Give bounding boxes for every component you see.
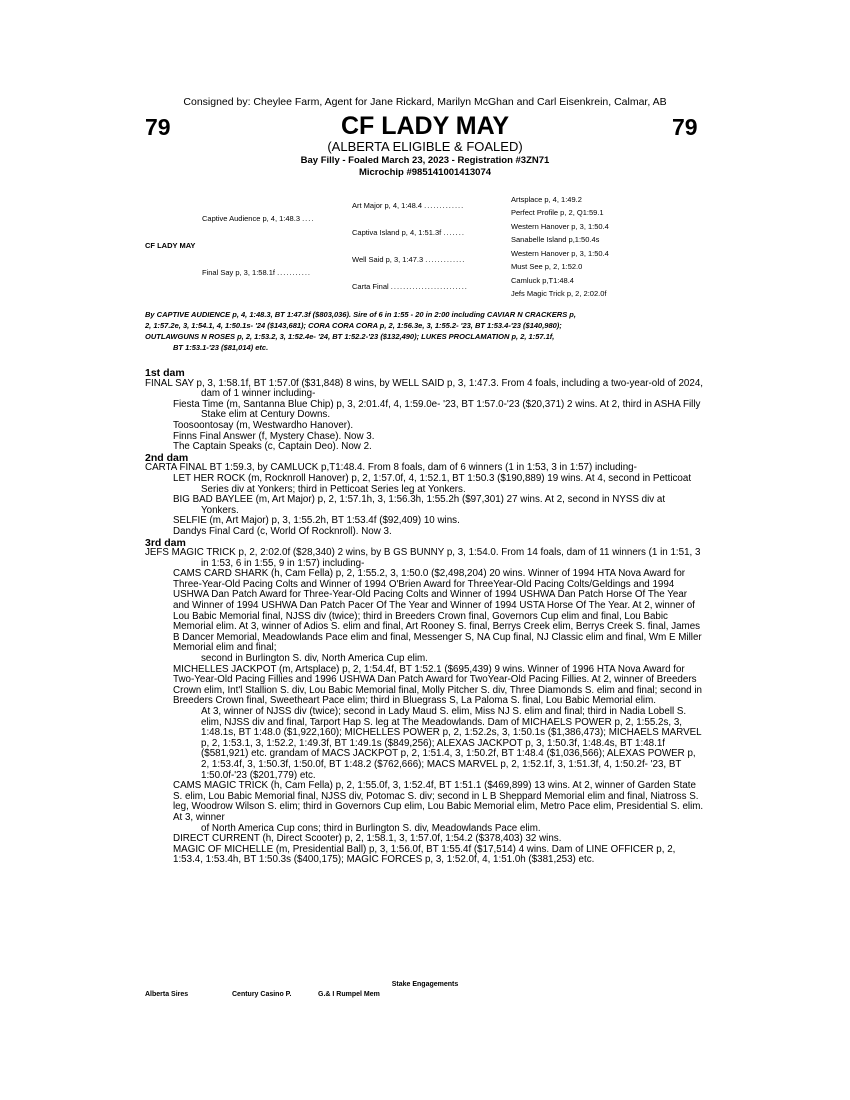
produce-entry: Dandys Final Card (c, World Of Rocknroll). Now 3. xyxy=(173,525,392,537)
produce-entry-cont: of North America Cup cons; third in Burlington S. div, Meadowlands Pace elim. xyxy=(201,822,541,834)
pedigree-dam: Final Say p, 3, 1:58.1f ........... xyxy=(202,268,311,277)
produce-entry: Toosoontosay (m, Westwardho Hanover). xyxy=(173,419,354,431)
pedigree-gen3-6: Must See p, 2, 1:52.0 xyxy=(511,262,583,271)
produce-entry: The Captain Speaks (c, Captain Deo). Now 2. xyxy=(173,441,372,453)
sire-summary xyxy=(145,309,705,353)
first-dam-entry: FINAL SAY p, 3, 1:58.1f, BT 1:57.0f ($31,848) 8 wins, by WELL SAID p, 3, 1:47.3. From 4 foals, including a two-year-old of 2024, dam of 1 winner including- xyxy=(145,377,703,400)
pedigree-sire-sire: Art Major p, 4, 1:48.4 ............. xyxy=(352,201,465,210)
pedigree-sire: Captive Audience p, 4, 1:48.3 .... xyxy=(202,214,315,223)
eligibility: (ALBERTA ELIGIBLE & FOALED) xyxy=(327,139,523,154)
hip-number-right: 79 xyxy=(672,114,698,140)
produce-entry: LET HER ROCK (m, Rocknroll Hanover) p, 2, 1:57.0f, 4, 1:52.1, BT 1:50.3 ($190,889) 19 wins. At 4, second in Petticoat Series div at Yonkers; third in Petticoat Series leg at Yonkers. xyxy=(173,472,692,495)
stake-engagement: Century Casino P. xyxy=(232,991,292,998)
pedigree-gen3-2: Perfect Profile p, 2, Q1:59.1 xyxy=(511,208,604,217)
sire-summary-line: By CAPTIVE AUDIENCE p, 4, 1:48.3, BT 1:47.3f ($803,036). Sire of 6 in 1:55 - 20 in 2:00 including CAVIAR N CRACKERS p, xyxy=(145,310,576,319)
pedigree-gen3-1: Artsplace p, 4, 1:49.2 xyxy=(511,195,582,204)
produce-entry: MICHELLES JACKPOT (m, Artsplace) p, 2, 1:54.4f, BT 1:52.1 ($695,439) 9 wins. Winner of 1996 HTA Nova Award for Two-Year-Old Pacing Fillies and 1996 USHWA Dan Patch Award for TwoYear-Old Pacing Fillies. At 2, winner of Breeders Crown elim, Int'l Stallion S. div, Lou Babic Memorial final, Molly Pitcher S. div, Three Diamonds S. elim and final; second in Breeders Crown final, Sweetheart Pace elim; third in Bluegrass S, La Paloma S. final, Lou Babic Memorial elim. xyxy=(173,663,702,707)
stake-engagement: G.& I Rumpel Mem xyxy=(318,991,380,998)
produce-entry: DIRECT CURRENT (h, Direct Scooter) p, 2, 1:58.1, 3, 1:57.0f, 1:54.2 ($378,403) 32 wins. xyxy=(173,833,562,845)
stake-engagements-heading: Stake Engagements xyxy=(391,981,459,988)
female-family xyxy=(145,368,705,866)
pedigree-dam-dam: Carta Final ......................... xyxy=(352,282,468,291)
sire-summary-line: 2, 1:57.2e, 3, 1:54.1, 4, 1:50.1s- '24 ($143,681); CORA CORA CORA p, 2, 1:56.3e, 3, 1:55.2- '23, BT 1:53.4-'23 ($140,980); xyxy=(145,321,562,330)
third-dam-heading: 3rd dam xyxy=(145,536,186,549)
pedigree-gen3-3: Western Hanover p, 3, 1:50.4 xyxy=(511,222,609,231)
pedigree-gen3-4: Sanabelle Island p,1:50.4s xyxy=(511,235,600,244)
horse-description: Bay Filly - Foaled March 23, 2023 - Registration #3ZN71 xyxy=(300,155,550,166)
third-dam-entry: JEFS MAGIC TRICK p, 2, 2:02.0f ($28,340) 2 wins, by B GS BUNNY p, 3, 1:54.0. From 14 foals, dam of 11 winners (1 in 1:51, 3 in 1:53, 6 in 1:55, 9 in 1:57) including- xyxy=(145,547,701,569)
pedigree-sire-dam: Captiva Island p, 4, 1:51.3f ....... xyxy=(352,228,465,237)
hip-number-left: 79 xyxy=(145,114,171,140)
second-dam-entry: CARTA FINAL BT 1:59.3, by CAMLUCK p,T1:48.4. From 8 foals, dam of 6 winners (1 in 1:53, 3 in 1:57) including- xyxy=(145,462,637,474)
produce-entry: MAGIC OF MICHELLE (m, Presidential Ball) p, 3, 1:56.0f, BT 1:55.4f ($17,514) 4 wins. Dam of LINE OFFICER p, 2, 1:53.4, 1:53.4h, BT 1:50.3s ($400,175); MAGIC FORCES p, 3, 1:52.0f, 4, 1:51.0h ($381,253) etc. xyxy=(173,843,676,866)
stake-engagement: Alberta Sires xyxy=(145,991,189,998)
horse-name: CF LADY MAY xyxy=(340,112,510,140)
microchip: Microchip #985141001413074 xyxy=(358,167,492,178)
produce-entry-cont: second in Burlington S. div, North America Cup elim. xyxy=(201,653,428,665)
pedigree-subject: CF LADY MAY xyxy=(145,241,196,250)
pedigree-gen3-8: Jefs Magic Trick p, 2, 2:02.0f xyxy=(511,289,607,298)
pedigree-gen3-7: Camluck p,T1:48.4 xyxy=(511,276,574,285)
pedigree-gen3-5: Western Hanover p, 3, 1:50.4 xyxy=(511,249,609,258)
produce-entry-cont: At 3, winner of NJSS div (twice); second in Lady Maud S. elim, Miss NJ S. elim and final; third in Nadia Lobell S. elim, NJSS div and final, Tarport Hap S. leg at The Meadowlands. Dam of MICHAELS POWER p, 2, 1:55.2s, 3, 1:48.1s, BT 1:48.0 ($1,922,160); MICHELLES POWER p, 2, 1:52.2s, 3, 1:50.1s ($1,386,473); MICHAELS MARVEL p, 2, 1:53.1, 3, 1:52.2, 1:49.3f, BT 1:49.1s ($849,256); ALEXAS JACKPOT p, 3, 1:50.3f, 1:48.4s, BT 1:48.1f ($581,921) etc. grandam of MACS JACKPOT p, 2, 1:51.4, 3, 1:50.2f, BT 1:48.4 ($1,036,566); ALEXAS POWER p, 2, 1:53.4f, 3, 1:50.3f, 1:50.0f, BT 1:48.2 ($762,666); MACS MARVEL p, 2, 1:52.1f, 3, 1:51.3f, 4, 1:50.2f- '23, BT 1:50.0f-'23 ($201,779) etc. xyxy=(201,706,702,781)
produce-entry: CAMS CARD SHARK (h, Cam Fella) p, 2, 1:55.2, 3, 1:50.0 ($2,498,204) 20 wins. Winner of 1994 HTA Nova Award for Three-Year-Old Pacing Colts and Winner of 1994 O'Brien Award for ThreeYear-Old Pacing Colts/Geldings and 1994 USHWA Dan Patch Award for Three-Year-Old Pacing Colts and Winner of 1994 USHWA Dan Patch Horse Of The Year and Winner of 1994 USHWA Dan Patch Pacer Of The Year and Winner of 1994 USTA Horse Of The Year. At 2, winner of Lou Babic Memorial final, NJSS div (twice); third in Breeders Crown final, Governors Cup elim and final, Lou Babic Memorial elim. At 3, winner of Adios S. elim and final, Art Rooney S. final, Berrys Creek elim, Berrys Creek S. final, James B Dancer Memorial, Meadowlands Pace elim and final, Messenger S, NA Cup final, NJ Classic elim and final, Wm E Miller Memorial elim and final; xyxy=(173,568,702,654)
sire-summary-line: OUTLAWGUNS N ROSES p, 2, 1:53.2, 3, 1:52.4e- '24, BT 1:52.2-'23 ($132,490); LUKES PROCLAMATION p, 2, 1:57.1f, xyxy=(145,332,555,341)
first-dam-heading: 1st dam xyxy=(145,367,185,379)
second-dam-heading: 2nd dam xyxy=(145,451,189,464)
produce-entry: SELFIE (m, Art Major) p, 3, 1:55.2h, BT 1:53.4f ($92,409) 10 wins. xyxy=(173,515,460,527)
consignor-line: Consigned by: Cheylee Farm, Agent for Jane Rickard, Marilyn McGhan and Carl Eisenkrein, Calmar, AB xyxy=(183,96,667,108)
pedigree-dam-sire: Well Said p, 3, 1:47.3 ............. xyxy=(352,255,466,264)
produce-entry: Finns Final Answer (f, Mystery Chase). Now 3. xyxy=(173,430,375,442)
produce-entry: CAMS MAGIC TRICK (h, Cam Fella) p, 2, 1:55.0f, 3, 1:52.4f, BT 1:51.1 ($469,899) 13 wins. At 2, winner of Garden State S. elim, Lou Babic Memorial final, NJSS div, Potomac S. div; second in L B Sheppard Memorial elim and final, Niatross S. leg, Woodrow Wilson S. elim; third in Governors Cup elim, Lou Babic Memorial elim, Metro Pace elim, Presidential S. elim. At 3, winner xyxy=(173,780,704,823)
sire-summary-line: BT 1:53.1-'23 ($81,014) etc. xyxy=(173,343,269,352)
produce-entry: BIG BAD BAYLEE (m, Art Major) p, 2, 1:57.1h, 3, 1:56.3h, 1:55.2h ($97,301) 27 wins. At 2, second in NYSS div at Yonkers. xyxy=(173,494,666,516)
produce-entry: Fiesta Time (m, Santanna Blue Chip) p, 3, 2:01.4f, 4, 1:59.0e- '23, BT 1:57.0-'23 ($20,371) 2 wins. At 2, third in ASHA Filly Stake elim at Century Downs. xyxy=(173,398,701,421)
